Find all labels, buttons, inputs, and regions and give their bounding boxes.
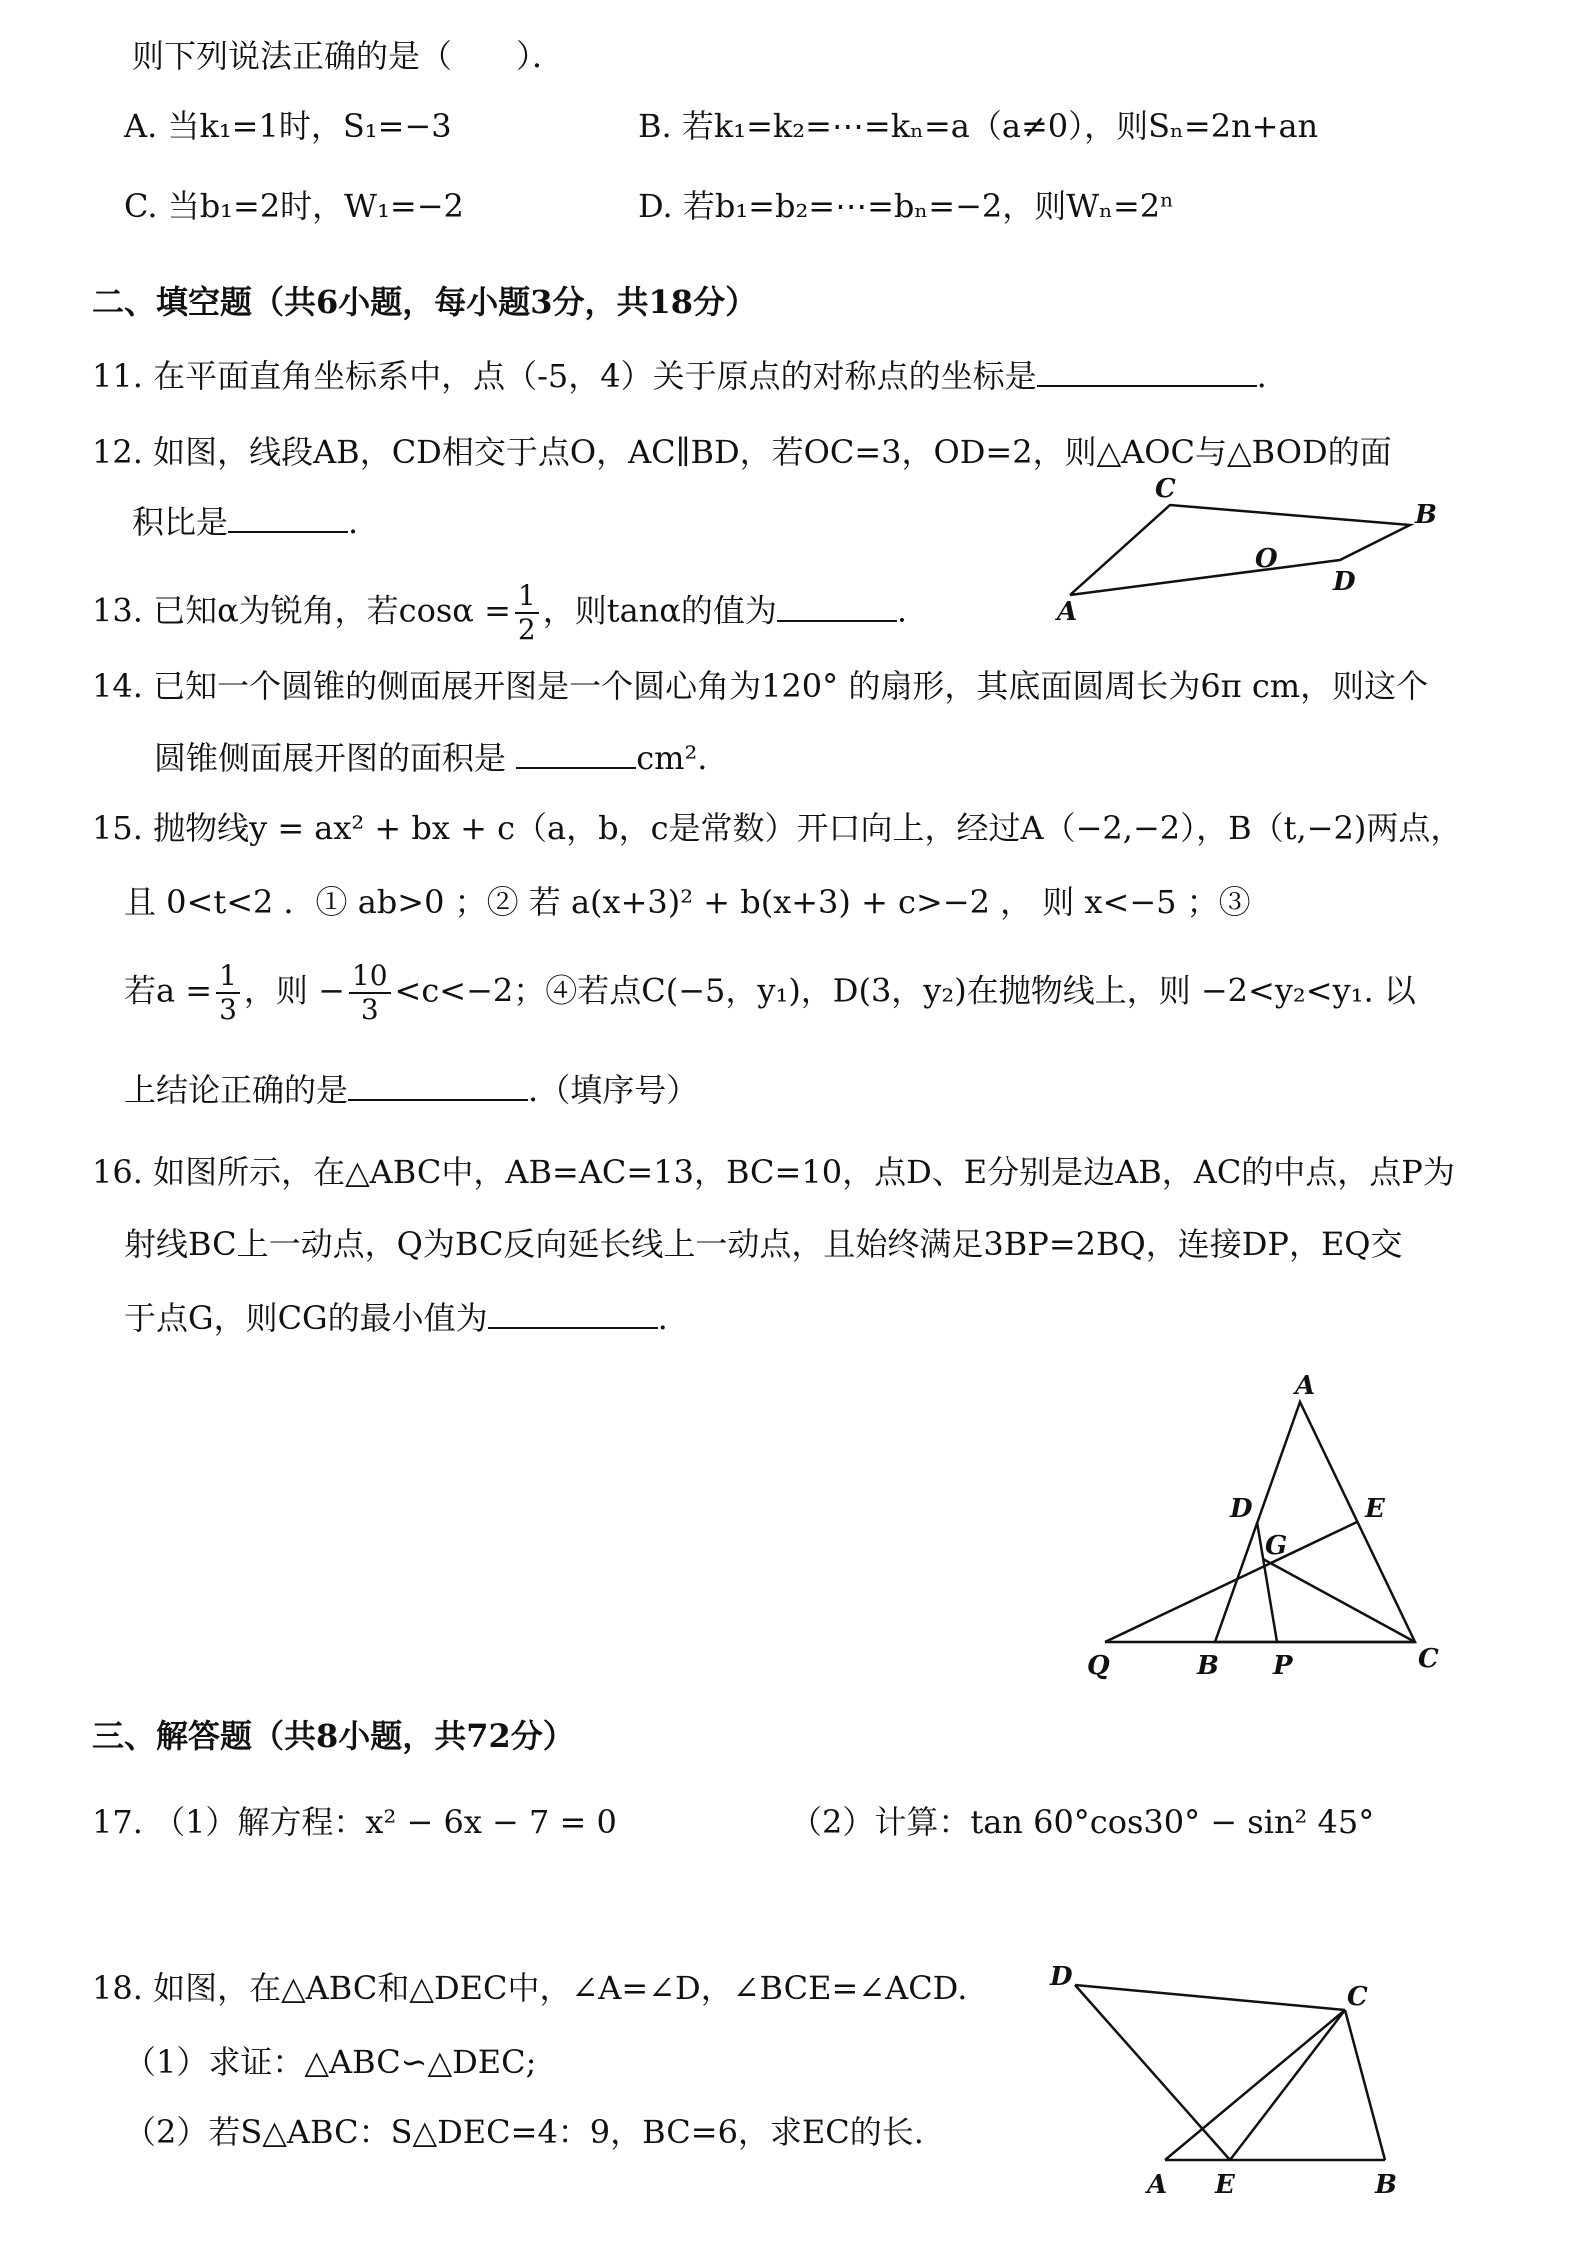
fig-label-e: E — [1365, 1494, 1385, 1524]
answer-blank[interactable] — [228, 501, 348, 533]
question-text: 抛物线y = ax² + bx + c（a，b，c是常数）开口向上，经过A（−2,−2），B（t,−2)两点， — [153, 809, 1463, 847]
q15-line4 — [124, 1068, 698, 1112]
q15-line1 — [92, 806, 1462, 850]
q16-line1 — [92, 1150, 1455, 1194]
q14-line2 — [154, 736, 707, 780]
answer-blank[interactable] — [777, 590, 897, 622]
fig-label-b: B — [1197, 1651, 1219, 1681]
question-tail: . — [1256, 357, 1267, 395]
option-text: 若b₁=b₂=⋯=bₙ=−2，则Wₙ=2ⁿ — [682, 187, 1174, 225]
option-label: C. — [124, 187, 158, 225]
question-text: 积比是 — [132, 503, 229, 541]
answer-blank[interactable] — [488, 1297, 658, 1329]
question-number: 15. — [92, 809, 143, 847]
question-text: 圆锥侧面展开图的面积是 — [154, 739, 507, 777]
q12-line1 — [92, 430, 1392, 474]
question-text: 如图所示，在△ABC中，AB=AC=13，BC=10，点D、E分别是边AB，AC的中点，点P为 — [153, 1153, 1455, 1191]
q12-line2 — [132, 500, 358, 544]
q13 — [92, 580, 907, 646]
q17-part2: （2）计算：tan 60°cos30° − sin² 45° — [790, 1803, 1375, 1841]
q11 — [92, 354, 1267, 398]
question-text: 已知一个圆锥的侧面展开图是一个圆心角为120° 的扇形，其底面圆周长为6π cm，则这个 — [153, 667, 1429, 705]
fig-label-c: C — [1347, 1982, 1368, 2012]
fig-label-c: C — [1418, 1644, 1439, 1674]
section2-heading: 二、填空题（共6小题，每小题3分，共18分） — [92, 283, 758, 321]
q10-option-a — [124, 104, 452, 148]
q16-line2: 射线BC上一动点，Q为BC反向延长线上一动点，且始终满足3BP=2BQ，连接DP，EQ交 — [124, 1225, 1403, 1263]
question-text: 如图，线段AB，CD相交于点O，AC∥BD，若OC=3，OD=2，则△AOC与△BOD的面 — [153, 433, 1392, 471]
section3-heading: 三、解答题（共8小题，共72分） — [92, 1717, 575, 1755]
option-text: 若k₁=k₂=⋯=kₙ=a（a≠0），则Sₙ=2n+an — [681, 107, 1319, 145]
question-text: 若a = — [124, 971, 213, 1010]
fig-label-a: A — [1057, 597, 1078, 625]
question-tail: . — [896, 591, 908, 630]
question-text: ，则tanα的值为 — [542, 591, 777, 630]
question-number: 16. — [92, 1153, 143, 1191]
q15-line3 — [124, 960, 1416, 1026]
option-label: B. — [638, 107, 672, 145]
fig-label-g: G — [1265, 1531, 1288, 1561]
answer-blank[interactable] — [1037, 355, 1257, 387]
question-text: 在平面直角坐标系中，点（-5，4）关于原点的对称点的坐标是 — [153, 357, 1037, 395]
question-text: <c<−2；④若点C(−5，y₁)，D(3，y₂)在抛物线上，则 −2<y₂<y₁. 以 — [394, 971, 1416, 1010]
question-text: 已知α为锐角，若cosα = — [153, 591, 511, 630]
q10-option-b — [638, 104, 1318, 148]
q16-line3 — [124, 1296, 668, 1340]
answer-blank[interactable] — [348, 1069, 528, 1101]
question-number: 12. — [92, 433, 143, 471]
fraction-numerator: 10 — [349, 960, 391, 994]
fraction — [515, 580, 539, 646]
fraction-numerator: 1 — [515, 580, 539, 614]
answer-blank[interactable] — [516, 737, 636, 769]
question-tail: cm². — [636, 739, 708, 777]
q10-option-d — [638, 184, 1174, 228]
question-tail: . — [348, 503, 359, 541]
question-text: 如图，在△ABC和△DEC中，∠A=∠D，∠BCE=∠ACD. — [153, 1969, 968, 2007]
fig-label-b: B — [1415, 500, 1437, 530]
fig-label-e: E — [1215, 2170, 1235, 2200]
question-text: 于点G，则CG的最小值为 — [124, 1299, 488, 1337]
fig-label-a: A — [1295, 1372, 1316, 1401]
question-number: 18. — [92, 1969, 143, 2007]
q10-intro: 则下列说法正确的是（ ）． — [132, 37, 565, 75]
fraction — [349, 960, 391, 1026]
fig-label-p: P — [1273, 1651, 1293, 1681]
option-text: 当b₁=2时，W₁=−2 — [167, 187, 464, 225]
option-text: 当k₁=1时，S₁=−3 — [167, 107, 452, 145]
question-text: 上结论正确的是 — [124, 1071, 349, 1109]
fig-label-c: C — [1155, 475, 1176, 504]
question-number: 13. — [92, 591, 143, 630]
fig-label-a: A — [1147, 2170, 1168, 2200]
fig-label-q: Q — [1087, 1651, 1110, 1681]
q12-figure — [1055, 475, 1445, 625]
question-number: 14. — [92, 667, 143, 705]
question-text: （1）解方程：x² − 6x − 7 = 0 — [153, 1803, 617, 1841]
fig-label-b: B — [1375, 2170, 1397, 2200]
q15-line2: 且 0<t<2 ．① ab>0 ；② 若 a(x+3)² + b(x+3) + c>−2 ， 则 x<−5 ；③ — [124, 883, 1251, 921]
option-label: A. — [124, 107, 158, 145]
q14-line1 — [92, 664, 1428, 708]
question-tail: . — [657, 1299, 668, 1337]
question-number: 17. — [92, 1803, 143, 1841]
question-text: ，则 − — [243, 971, 345, 1010]
fraction-denominator: 2 — [517, 613, 536, 646]
fig-label-d: D — [1333, 567, 1356, 597]
question-number: 11. — [92, 357, 143, 395]
fraction-denominator: 3 — [219, 993, 237, 1026]
q18-figure — [1035, 1955, 1415, 2200]
fraction-denominator: 3 — [360, 993, 379, 1026]
fig-label-d: D — [1230, 1494, 1253, 1524]
q18-line1 — [92, 1966, 967, 2010]
fig-label-d: D — [1050, 1962, 1073, 1992]
option-label: D. — [638, 187, 673, 225]
q18-part2: （2）若S△ABC：S△DEC=4：9，BC=6，求EC的长. — [124, 2113, 924, 2151]
fraction — [216, 960, 240, 1026]
q16-figure — [1075, 1372, 1455, 1682]
fraction-numerator: 1 — [216, 960, 240, 994]
question-tail: .（填序号） — [528, 1071, 699, 1109]
q10-option-c — [124, 184, 464, 228]
q17-part1 — [92, 1800, 617, 1844]
q18-part1: （1）求证：△ABC∽△DEC; — [124, 2043, 537, 2081]
fig-label-o: O — [1255, 544, 1278, 574]
